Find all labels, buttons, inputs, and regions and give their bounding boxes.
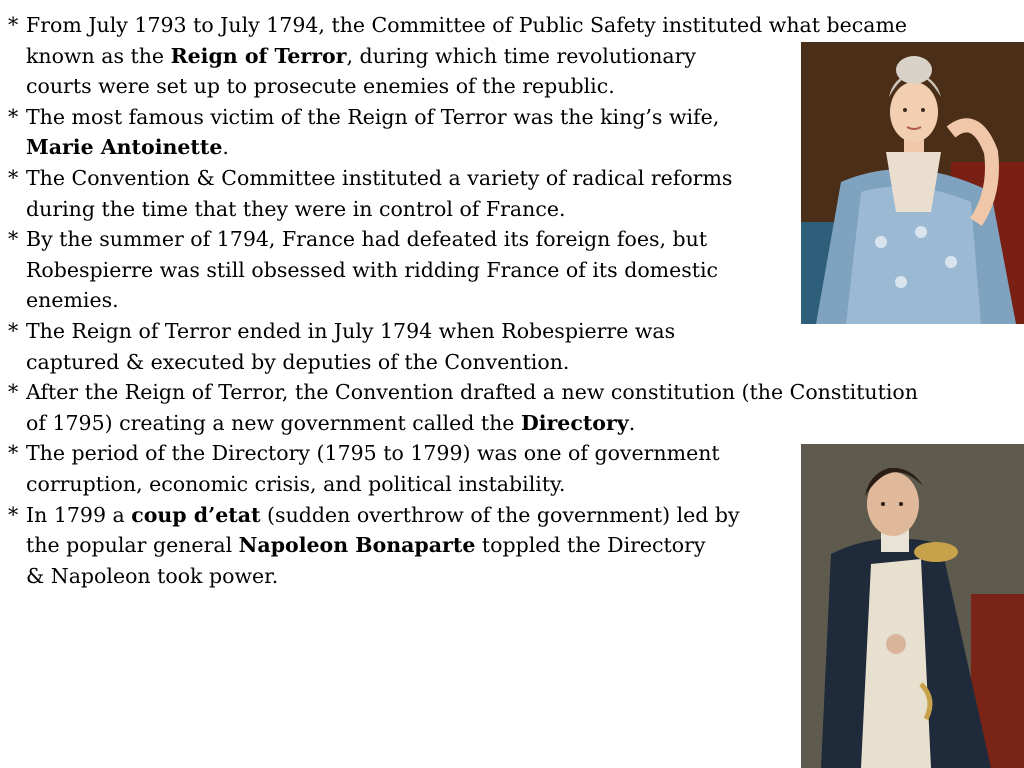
text-segment: , during which time revolutionary: [346, 43, 697, 68]
bold-term: Napoleon Bonaparte: [238, 533, 476, 558]
text-segment: .: [628, 410, 636, 435]
bullet-line: [26, 377, 918, 407]
bullet-line: [26, 255, 718, 285]
bullet-line: [26, 194, 566, 224]
text-segment: The period of the Directory (1795 to 1799) was one of government: [26, 441, 720, 466]
napoleon-portrait: [801, 444, 1024, 768]
bullet-line: [26, 561, 278, 591]
marie-antoinette-portrait: [801, 42, 1024, 324]
bullet-line: [26, 71, 615, 101]
bullet-line: [26, 438, 720, 468]
text-segment: The Reign of Terror ended in July 1794 when Robespierre was: [26, 319, 676, 343]
text-segment: The Convention & Committee instituted a variety of radical reforms: [26, 166, 733, 190]
bullet-line: [26, 10, 907, 40]
text-segment: Robespierre was still obsessed with ridding France of its domestic: [26, 257, 719, 282]
text-segment: of 1795) creating a new government called the: [26, 410, 521, 435]
bullet-line: [26, 224, 707, 254]
text-segment: In 1799 a: [26, 502, 132, 527]
bullet-marker: *: [8, 319, 19, 343]
text-segment: captured & executed by deputies of the Convention.: [26, 349, 570, 374]
text-segment: during the time that they were in control of France.: [26, 196, 566, 221]
bullet-line: [26, 500, 740, 530]
text-segment: .: [222, 135, 229, 160]
bullet-line: [26, 41, 696, 71]
bullet-line: [26, 285, 119, 315]
bold-term: Directory: [520, 410, 629, 435]
bullet-line: [26, 163, 732, 193]
bold-term: coup d’etat: [131, 502, 261, 527]
bullet-line: [26, 530, 706, 560]
text-segment: By the summer of 1794, France had defeated its foreign foes, but: [26, 227, 708, 252]
text-segment: the popular general: [26, 533, 239, 558]
bullet-marker: *: [8, 441, 19, 466]
text-segment: known as the: [26, 43, 171, 68]
bullet-marker: *: [8, 104, 19, 129]
bullet-marker: *: [8, 502, 19, 527]
text-segment: corruption, economic crisis, and political instability.: [26, 472, 566, 496]
text-segment: (sudden overthrow of the government) led by: [260, 502, 740, 527]
text-segment: toppled the Directory: [475, 533, 706, 558]
bullet-line: [26, 408, 635, 438]
bullet-marker: *: [8, 13, 19, 37]
text-segment: The most famous victim of the Reign of Terror was the king’s wife,: [26, 104, 720, 129]
bullet-marker: *: [8, 166, 19, 190]
bold-term: Reign of Terror: [170, 43, 347, 68]
bullet-line: [26, 102, 719, 132]
text-segment: enemies.: [26, 288, 119, 313]
bullet-marker: *: [8, 380, 19, 405]
text-segment: From July 1793 to July 1794, the Committee of Public Safety instituted what became: [26, 13, 908, 37]
bullet-line: [26, 316, 675, 346]
bullet-line: [26, 347, 569, 377]
text-segment: courts were set up to prosecute enemies of the republic.: [26, 74, 615, 99]
bullet-line: [26, 469, 565, 499]
bullet-marker: *: [8, 227, 19, 252]
text-segment: & Napoleon took power.: [26, 563, 279, 588]
text-segment: After the Reign of Terror, the Convention drafted a new constitution (the Constitution: [26, 380, 918, 405]
bold-term: Marie Antoinette: [26, 135, 223, 160]
bullet-line: [26, 132, 229, 162]
